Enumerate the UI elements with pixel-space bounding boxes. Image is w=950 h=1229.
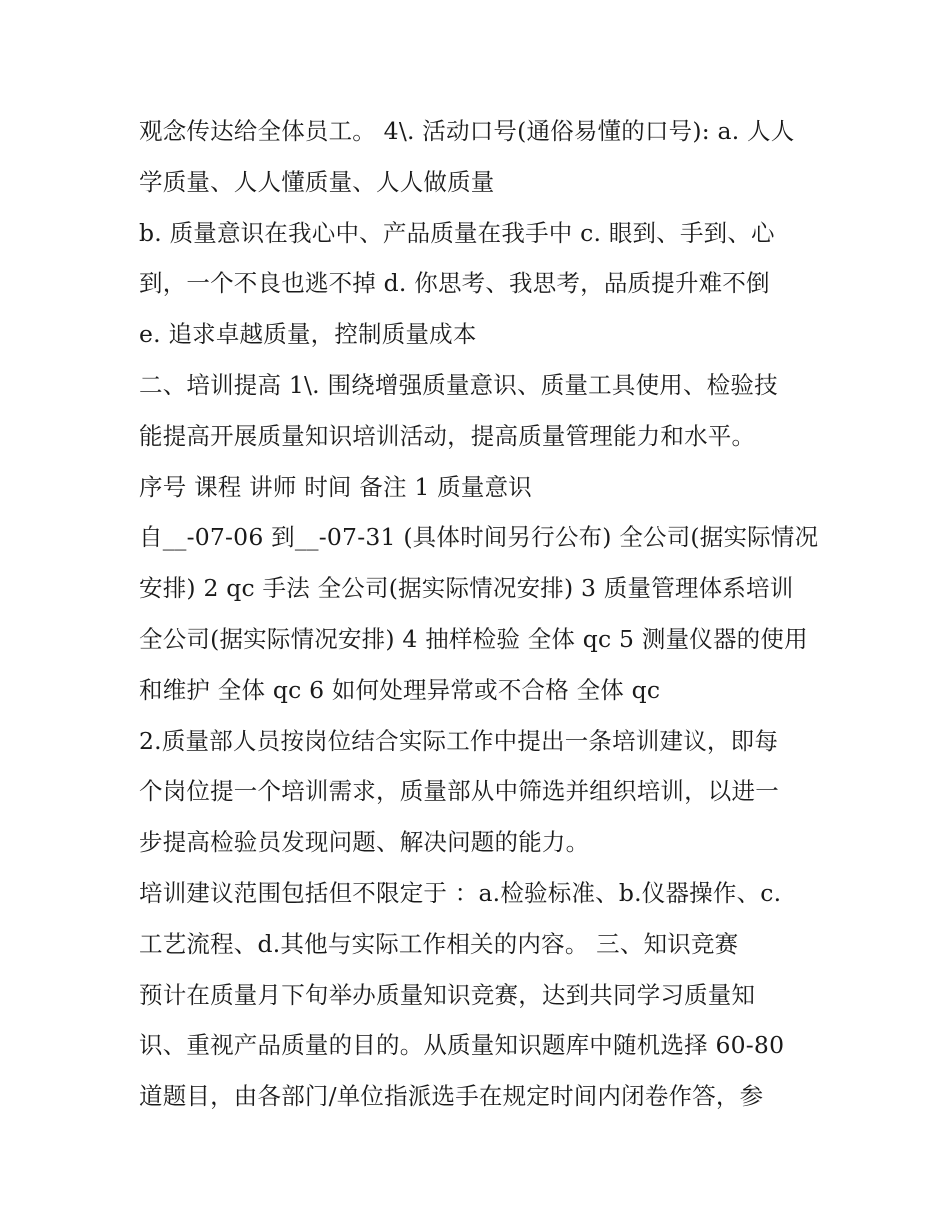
text-line: 识、重视产品质量的目的。从质量知识题库中随机选择 60-80: [139, 1031, 785, 1060]
text-line: 步提高检验员发现问题、解决问题的能力。: [139, 828, 590, 857]
text-line: 安排) 2 qc 手法 全公司(据实际情况安排) 3 质量管理体系培训: [139, 574, 794, 603]
text-line: 序号 课程 讲师 时间 备注 1 质量意识: [139, 472, 532, 501]
text-line: 观念传达给全体员工。 4\. 活动口号(通俗易懂的口号): a. 人人: [139, 117, 795, 145]
text-line: 自__-07-06 到__-07-31 (具体时间另行公布) 全公司(据实际情况: [139, 523, 819, 552]
text-line: b. 质量意识在我心中、产品质量在我手中 c. 眼到、手到、心: [139, 218, 775, 247]
text-line: 道题目，由各部门/单位指派选手在规定时间内闭卷作答，参: [139, 1082, 764, 1111]
text-line: 到，一个不良也逃不掉 d. 你思考、我思考，品质提升难不倒: [139, 269, 770, 298]
text-line: 和维护 全体 qc 6 如何处理异常或不合格 全体 qc: [139, 675, 661, 704]
text-line: 2.质量部人员按岗位结合实际工作中提出一条培训建议，即每: [139, 726, 779, 755]
text-line: 个岗位提一个培训需求，质量部从中筛选并组织培训，以进一: [139, 777, 779, 806]
text-line: 能提高开展质量知识培训活动，提高质量管理能力和水平。: [139, 421, 756, 450]
text-line: 预计在质量月下旬举办质量知识竞赛，达到共同学习质量知: [139, 980, 756, 1009]
text-line: 学质量、人人懂质量、人人做质量: [139, 167, 495, 196]
text-line: e. 追求卓越质量，控制质量成本: [139, 320, 477, 349]
text-line: 二、培训提高 1\. 围绕增强质量意识、质量工具使用、检验技: [139, 370, 778, 399]
text-line: 培训建议范围包括但不限定于 ：a.检验标准、b.仪器操作、c.: [139, 878, 782, 907]
text-line: 工艺流程、d.其他与实际工作相关的内容。 三、知识竞赛: [139, 929, 739, 958]
text-line: 全公司(据实际情况安排) 4 抽样检验 全体 qc 5 测量仪器的使用: [139, 624, 808, 653]
document-body: [139, 106, 829, 1122]
